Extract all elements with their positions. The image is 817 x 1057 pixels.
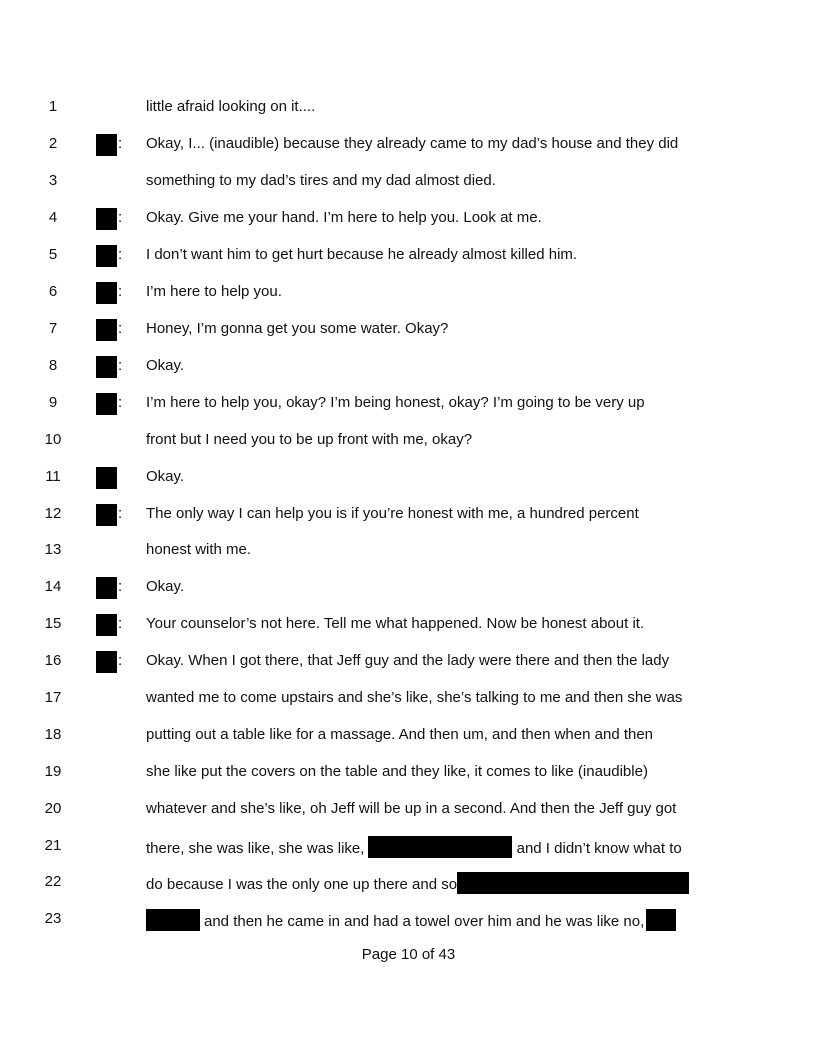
line-text: Okay.	[146, 468, 185, 485]
transcript-line	[0, 393, 817, 430]
line-number: 10	[44, 431, 62, 448]
transcript-line	[0, 171, 817, 208]
transcript-line	[0, 762, 817, 799]
redacted-speaker-name	[96, 467, 117, 489]
line-number: 23	[44, 910, 62, 927]
redacted-speaker-name	[96, 282, 117, 304]
line-number: 18	[44, 726, 62, 743]
transcript-line	[0, 872, 817, 909]
transcript-line	[0, 282, 817, 319]
line-text: front but I need you to be up front with me, okay?	[146, 431, 473, 448]
line-text-before-redaction: do because I was the only one up there and so	[146, 876, 458, 893]
transcript-line	[0, 97, 817, 134]
speaker-label: :	[96, 651, 122, 673]
transcript-line	[0, 319, 817, 356]
transcript-line	[0, 467, 817, 504]
transcript-line	[0, 909, 817, 946]
transcript-line	[0, 208, 817, 245]
transcript-line	[0, 356, 817, 393]
redacted-speaker-name	[96, 208, 117, 230]
speaker-label: :	[96, 245, 122, 267]
line-number: 15	[44, 615, 62, 632]
line-number: 16	[44, 652, 62, 669]
line-number: 17	[44, 689, 62, 706]
line-number: 22	[44, 873, 62, 890]
line-text: Okay. Give me your hand. I’m here to help you. Look at me.	[146, 209, 542, 226]
redacted-speaker-name	[96, 651, 117, 673]
line-number: 1	[48, 98, 58, 115]
transcript-line	[0, 725, 817, 762]
transcript-line	[0, 577, 817, 614]
speaker-label: :	[96, 504, 122, 526]
line-number: 19	[44, 763, 62, 780]
line-text-before-redaction: there, she was like, she was like,	[146, 840, 365, 857]
line-number: 20	[44, 800, 62, 817]
line-text: I’m here to help you, okay? I’m being honest, okay? I’m going to be very up	[146, 394, 645, 411]
transcript-line	[0, 688, 817, 725]
line-number: 14	[44, 578, 62, 595]
line-number: 8	[48, 357, 58, 374]
line-text-after-redaction: and I didn’t know what to	[516, 840, 682, 857]
line-text: honest with me.	[146, 541, 252, 558]
redaction-block	[646, 909, 676, 931]
speaker-label: :	[96, 208, 122, 230]
line-number: 12	[44, 505, 62, 522]
line-text	[146, 909, 676, 932]
line-text: Honey, I’m gonna get you some water. Okay?	[146, 320, 449, 337]
redaction-block	[457, 872, 689, 894]
line-number: 21	[44, 837, 62, 854]
redaction-block	[146, 909, 200, 931]
line-text: whatever and she’s like, oh Jeff will be up in a second. And then the Jeff guy got	[146, 800, 677, 817]
transcript-line	[0, 504, 817, 541]
line-text: wanted me to come upstairs and she’s like, she’s talking to me and then she was	[146, 689, 683, 706]
line-text	[146, 836, 682, 859]
page-footer: Page 10 of 43	[361, 946, 456, 963]
line-text	[146, 872, 689, 895]
line-number: 5	[48, 246, 58, 263]
transcript-line	[0, 430, 817, 467]
line-text: I’m here to help you.	[146, 283, 282, 300]
speaker-label: :	[96, 356, 122, 378]
redacted-speaker-name	[96, 577, 117, 599]
line-number: 2	[48, 135, 58, 152]
redacted-speaker-name	[96, 393, 117, 415]
transcript-line	[0, 245, 817, 282]
line-number: 4	[48, 209, 58, 226]
transcript-line	[0, 799, 817, 836]
redacted-speaker-name	[96, 504, 117, 526]
speaker-label: :	[96, 393, 122, 415]
redacted-speaker-name	[96, 245, 117, 267]
line-text: little afraid looking on it....	[146, 98, 316, 115]
redacted-speaker-name	[96, 614, 117, 636]
transcript-line	[0, 614, 817, 651]
line-text: Okay.	[146, 578, 185, 595]
speaker-label: :	[96, 282, 122, 304]
redaction-block	[368, 836, 512, 858]
transcript-line	[0, 134, 817, 171]
redacted-speaker-name	[96, 319, 117, 341]
line-text: Okay, I... (inaudible) because they already came to my dad’s house and they did	[146, 135, 679, 152]
line-number: 11	[45, 468, 61, 485]
line-text: something to my dad’s tires and my dad almost died.	[146, 172, 496, 189]
speaker-label: :	[96, 614, 122, 636]
line-number: 3	[48, 172, 58, 189]
line-text: I don’t want him to get hurt because he already almost killed him.	[146, 246, 578, 263]
line-text: Okay.	[146, 357, 185, 374]
redacted-speaker-name	[96, 134, 117, 156]
line-text: Okay. When I got there, that Jeff guy and the lady were there and then the lady	[146, 652, 670, 669]
transcript-line	[0, 836, 817, 873]
line-text: she like put the covers on the table and they like, it comes to like (inaudible)	[146, 763, 648, 780]
speaker-label: :	[96, 577, 122, 599]
transcript-line	[0, 540, 817, 577]
speaker-label: :	[96, 319, 122, 341]
line-text: Your counselor’s not here. Tell me what happened. Now be honest about it.	[146, 615, 645, 632]
line-text: The only way I can help you is if you’re honest with me, a hundred percent	[146, 505, 639, 522]
line-number: 9	[48, 394, 58, 411]
line-text: putting out a table like for a massage. And then um, and then when and then	[146, 726, 654, 743]
redacted-speaker-name	[96, 356, 117, 378]
transcript-line	[0, 651, 817, 688]
line-text-after-redaction: and then he came in and had a towel over him and he was like no,	[204, 913, 645, 930]
line-number: 13	[44, 541, 62, 558]
line-number: 7	[48, 320, 58, 337]
speaker-label	[96, 467, 117, 489]
line-number: 6	[48, 283, 58, 300]
speaker-label: :	[96, 134, 122, 156]
